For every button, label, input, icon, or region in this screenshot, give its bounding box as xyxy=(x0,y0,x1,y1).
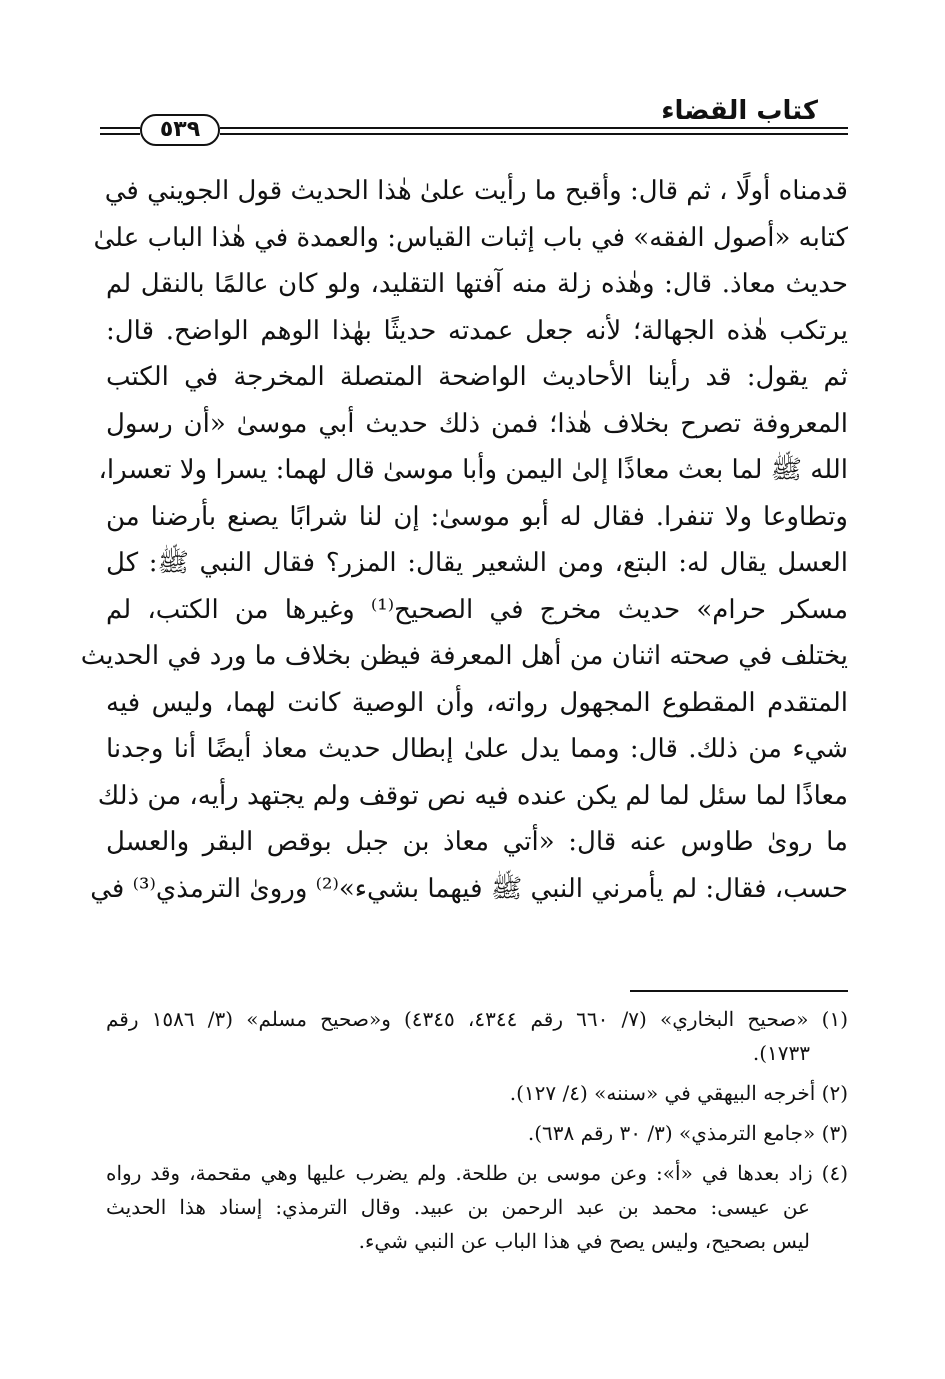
body-line: قدمناه أولًا ، ثم قال: وأقبح ما رأيت علىٰ هٰذا الحديث قول الجويني في xyxy=(104,176,848,206)
body-line: مسكر حرام» حديث مخرج في الصحيح⁽¹⁾ وغيرها من الكتب، لم xyxy=(106,594,849,625)
page-header xyxy=(100,92,848,152)
footnote-1 xyxy=(106,1002,848,1070)
footnote-line xyxy=(106,1002,848,1036)
header-rule-top xyxy=(220,127,848,129)
footnote-line: ليس بصحيح، وليس يصح في هذا الباب عن النبي شيء. xyxy=(358,1229,810,1253)
body-line: يختلف في صحته اثنان من أهل المعرفة فيظن بخلاف ما ورد في الحديث xyxy=(80,641,848,671)
body-line: يرتكب هٰذه الجهالة؛ لأنه جعل عمدته حديثًا بهٰذا الوهم الواضح. قال: xyxy=(106,315,848,346)
body-line: ثم يقول: قد رأينا الأحاديث الواضحة المتصلة المخرجة في الكتب xyxy=(106,362,848,392)
body-text xyxy=(80,168,849,912)
footnote-text: زاد بعدها في «أ»: وعن موسى بن طلحة. ولم يضرب عليها وهي مقحمة، وقد رواه xyxy=(106,1161,813,1185)
body-line: حديث معاذ. قال: وهٰذه زلة منه آفتها التقليد، ولو كان عالمًا بالنقل لم xyxy=(106,269,848,299)
body-line: وتطاوعا ولا تنفرا. فقال له أبو موسىٰ: إن لنا شرابًا يصنع بأرضنا من xyxy=(106,501,848,532)
footnote-label: (١) xyxy=(821,1007,848,1031)
body-line: المعروفة تصرح بخلاف هٰذا؛ فمن ذلك حديث أبي موسىٰ «أن رسول xyxy=(106,408,848,439)
footnote-text: «صحيح البخاري» (٧/ ٦٦٠ رقم ٤٣٤٤، ٤٣٤٥) و«صحيح مسلم» (٣/ ١٥٨٦ رقم xyxy=(106,1007,809,1031)
body-line: كتابه «أصول الفقه» في باب إثبات القياس: والعمدة في هٰذا الباب علىٰ xyxy=(93,222,848,253)
body-line: العسل يقال له: البتع، ومن الشعير يقال: المزر؟ فقال النبي ﷺ: كل xyxy=(106,548,848,578)
footnote-text: أخرجه البيهقي في «سننه» (٤/ ١٢٧). xyxy=(509,1081,816,1105)
footnote-text: «جامع الترمذي» (٣/ ٣٠ رقم ٦٣٨). xyxy=(527,1121,816,1145)
body-line: الله ﷺ لما بعث معاذًا إلىٰ اليمن وأبا موسىٰ قال لهما: يسرا ولا تعسرا، xyxy=(98,455,848,485)
running-title: كتاب القضاء xyxy=(661,96,818,126)
footnote-line: عن عيسى: محمد بن عبد الرحمن بن عبيد. وقال الترمذي: إسناد هذا الحديث xyxy=(106,1195,810,1219)
body-line: ما رویٰ طاوس عنه قال: «أتي معاذ بن جبل بوقص البقر والعسل xyxy=(106,827,848,857)
footnote-line xyxy=(106,1116,848,1150)
header-rule-bottom xyxy=(220,133,848,135)
footnote-line: ١٧٣٣). xyxy=(752,1041,810,1065)
footnote-label: (٣) xyxy=(821,1121,848,1145)
footnote-separator xyxy=(630,990,848,992)
body-line: معاذًا لما سئل لما لم يكن عنده فيه نص توقف ولم يجتهد رأيه، من ذلك xyxy=(97,780,848,811)
body-line: حسب، فقال: لم يأمرني النبي ﷺ فيهما بشيء»⁽²⁾ ورویٰ الترمذي⁽³⁾ في xyxy=(90,873,848,904)
footnote-4 xyxy=(106,1156,848,1258)
footnote-line xyxy=(106,1076,848,1110)
footnote-line xyxy=(106,1156,848,1190)
body-line: شيء من ذلك. قال: ومما يدل علىٰ إبطال حديث معاذ أيضًا أنا وجدنا xyxy=(106,734,848,764)
header-rule-left-bottom xyxy=(100,133,140,135)
page-number: ٥٣٩ xyxy=(140,114,220,146)
body-line: المتقدم المقطوع المجهول رواته، وأن الوصية كانت لهما، وليس فيه xyxy=(106,687,848,718)
footnotes xyxy=(106,1002,848,1264)
footnote-label: (٤) xyxy=(821,1161,849,1185)
footnote-2 xyxy=(106,1076,848,1110)
header-rule-left-top xyxy=(100,127,140,129)
footnote-3 xyxy=(106,1116,848,1150)
footnote-label: (٢) xyxy=(821,1081,848,1105)
